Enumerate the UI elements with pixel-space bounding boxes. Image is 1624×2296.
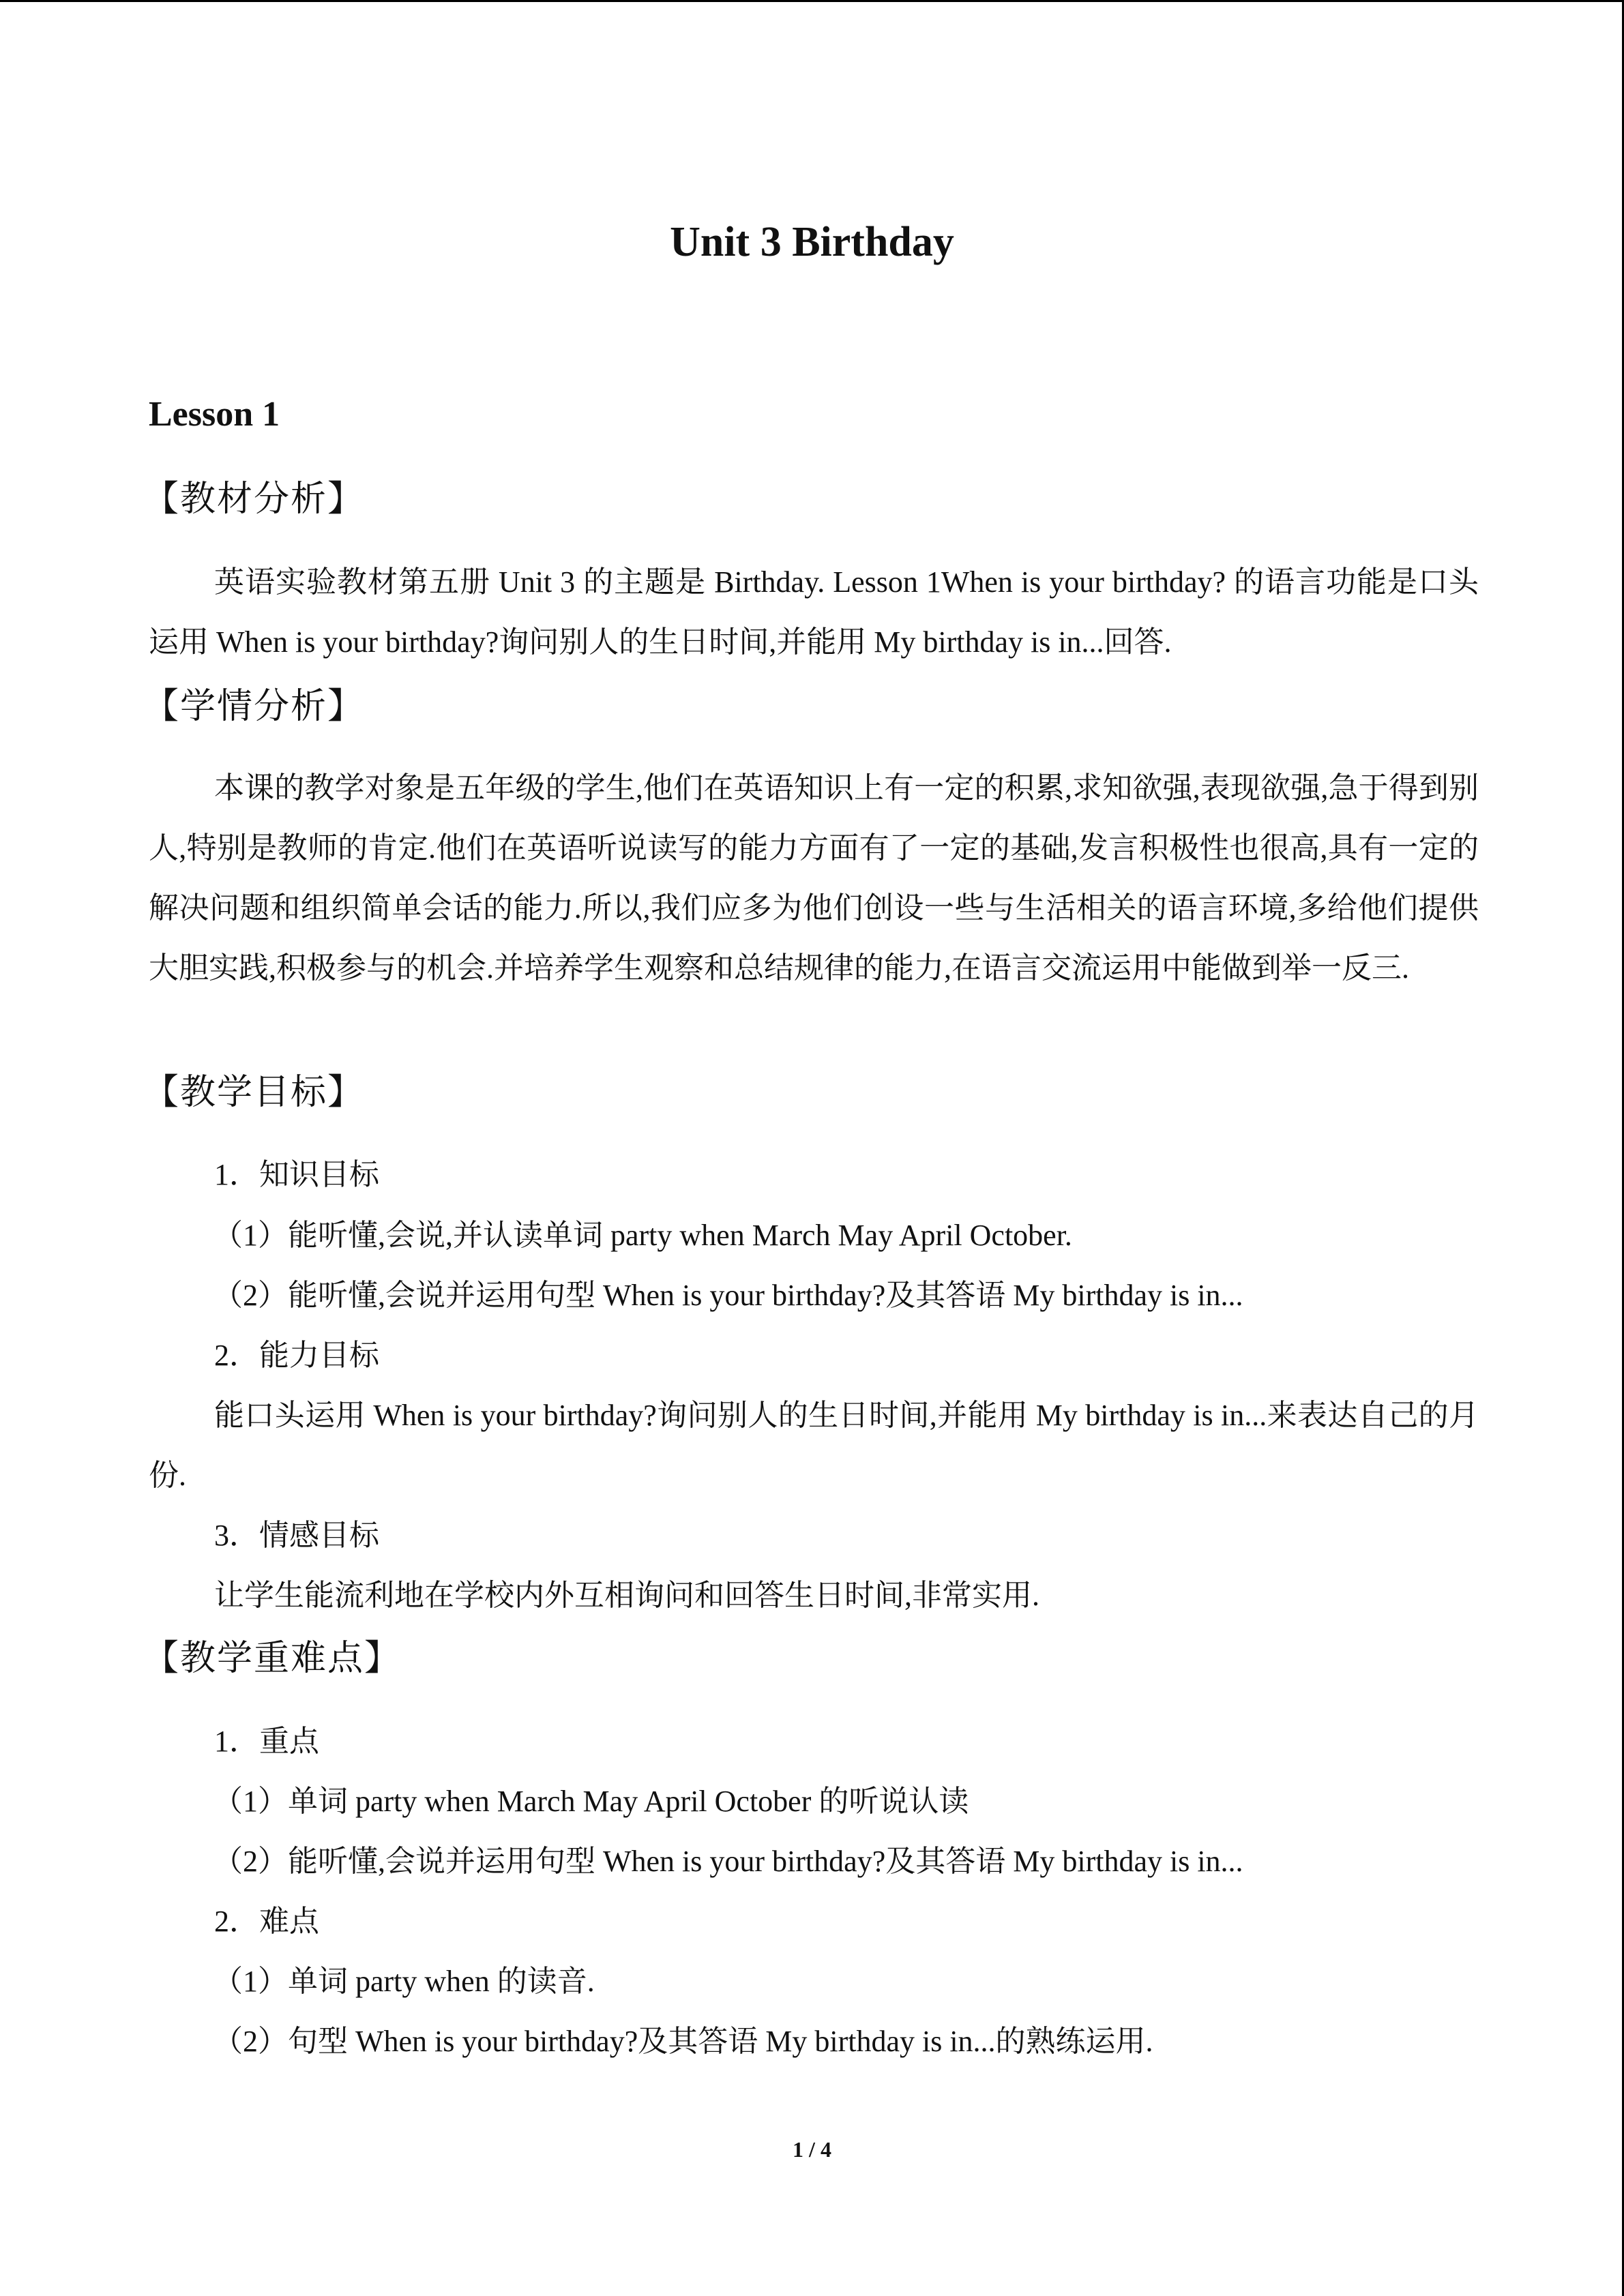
difficult-point-item-1: （1）单词 party when 的读音. — [213, 1965, 595, 1998]
section-heading-student-analysis: 【学情分析】 — [143, 686, 365, 727]
goal-emotion-paragraph: 让学生能流利地在学校内外互相询问和回答生日时间,非常实用. — [214, 1579, 1039, 1612]
textbook-analysis-paragraph: 英语实验教材第五册 Unit 3 的主题是 Birthday. Lesson 1When is your birthday? 的语言功能是口头运用 When is your birthday?询问别人的生日时间,并能用 My birthday is in...回答. — [149, 565, 1479, 659]
section-heading-teaching-goals: 【教学目标】 — [143, 1072, 365, 1113]
goal-ability: 2．能力目标 — [214, 1339, 379, 1372]
goal-emotion: 3．情感目标 — [214, 1519, 379, 1552]
difficult-points: 2．难点 — [214, 1905, 319, 1938]
key-point-item-1: （1）单词 party when March May April October 的听说认读 — [213, 1785, 969, 1818]
key-point-item-2: （2）能听懂,会说并运用句型 When is your birthday?及其答语 My birthday is in... — [213, 1845, 1243, 1878]
goal-knowledge-item-1: （1）能听懂,会说,并认读单词 party when March May April October. — [213, 1219, 1072, 1252]
section-heading-key-difficult-points: 【教学重难点】 — [143, 1638, 402, 1679]
page-title: Unit 3 Birthday — [670, 219, 954, 265]
student-analysis-paragraph: 本课的教学对象是五年级的学生,他们在英语知识上有一定的积累,求知欲强,表现欲强,急于得到别人,特别是教师的肯定.他们在英语听说读写的能力方面有了一定的基础,发言积极性也很高,具有一定的解决问题和组织简单会话的能力.所以,我们应多为他们创设一些与生活相关的语言环境,多给他们提供大胆实践,积极参与的机会.并培养学生观察和总结规律的能力,在语言交流运用中能做到举一反三. — [149, 771, 1479, 985]
key-points: 1．重点 — [214, 1725, 319, 1758]
top-border — [0, 0, 1624, 2]
goal-ability-paragraph: 能口头运用 When is your birthday?询问别人的生日时间,并能用 My birthday is in...来表达自己的月份. — [149, 1399, 1479, 1492]
section-heading-textbook-analysis: 【教材分析】 — [143, 479, 365, 520]
page-number: 1 / 4 — [793, 2137, 831, 2162]
goal-knowledge: 1．知识目标 — [214, 1158, 379, 1191]
difficult-point-item-2: （2）句型 When is your birthday?及其答语 My birthday is in...的熟练运用. — [213, 2025, 1153, 2058]
goal-knowledge-item-2: （2）能听懂,会说并运用句型 When is your birthday?及其答语 My birthday is in... — [213, 1279, 1243, 1312]
lesson-heading: Lesson 1 — [149, 395, 280, 434]
